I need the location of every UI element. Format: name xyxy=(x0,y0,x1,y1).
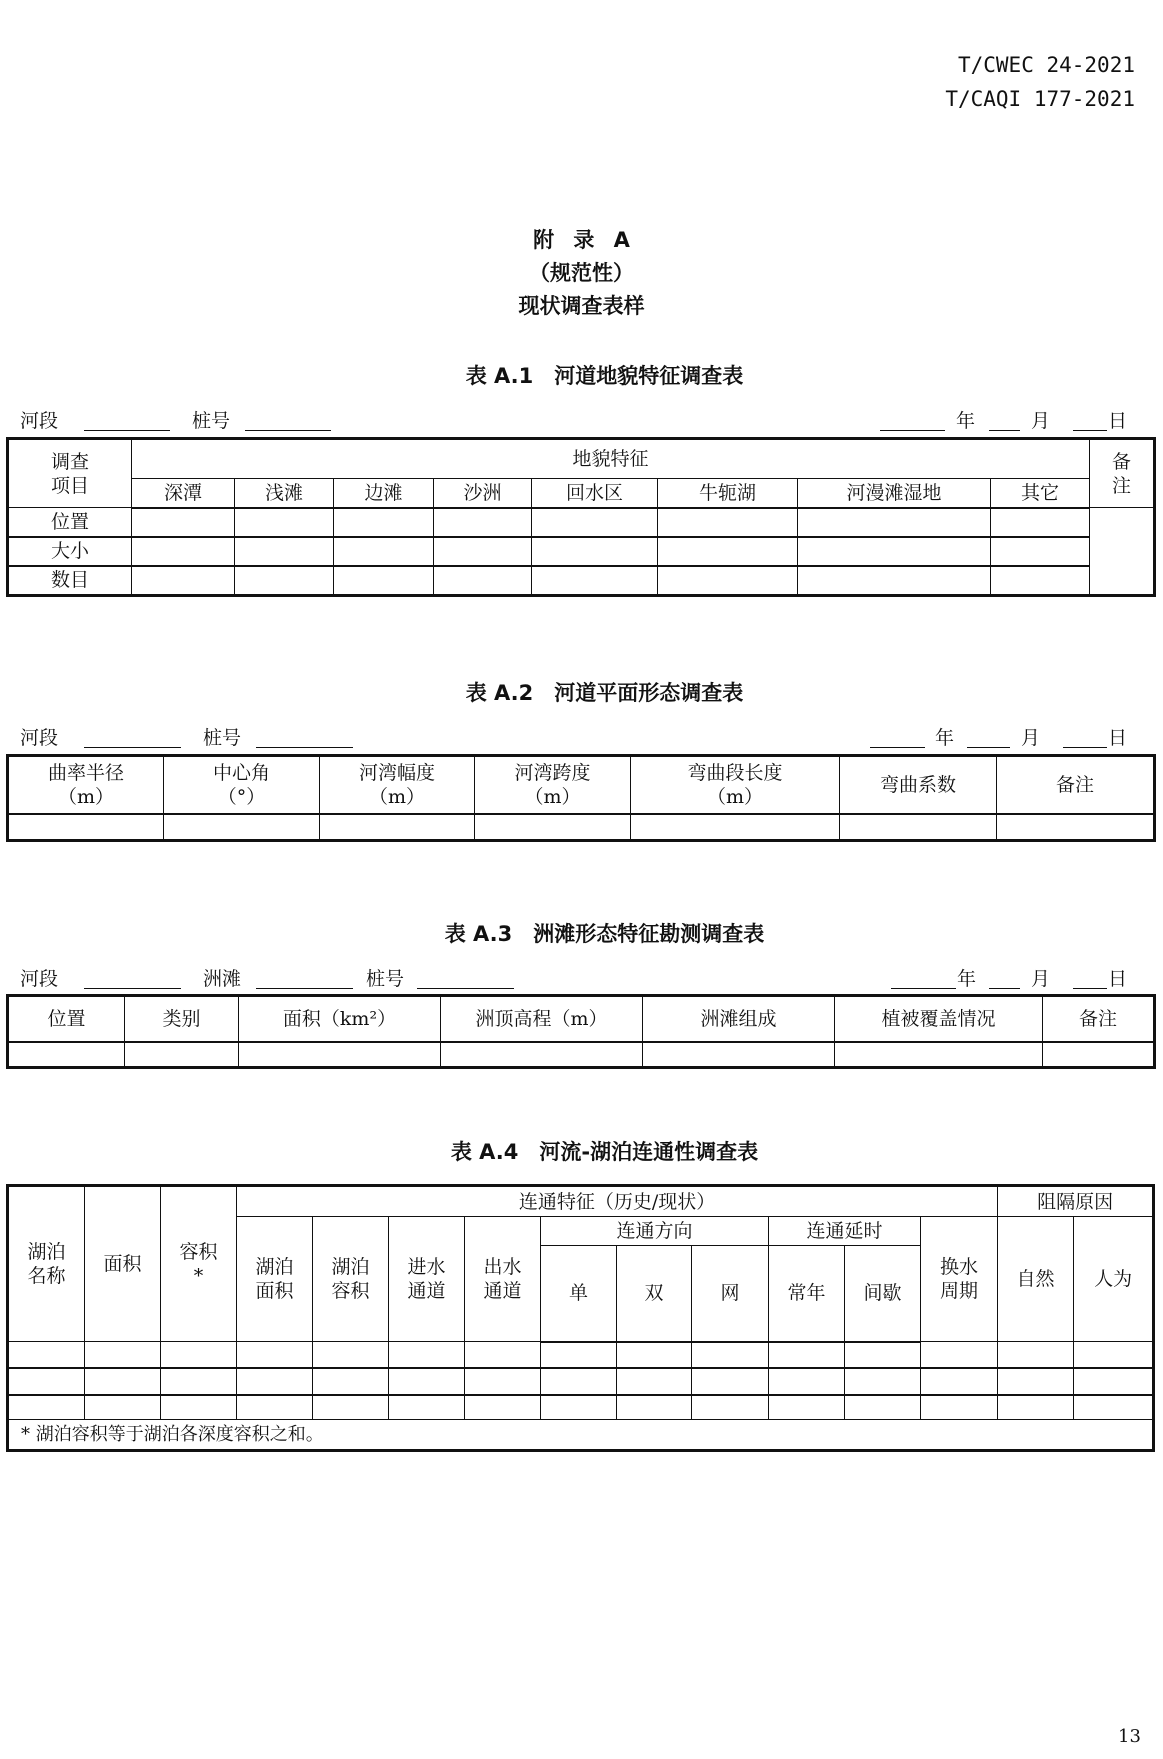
table-cell[interactable] xyxy=(798,537,991,566)
table-cell[interactable] xyxy=(840,814,997,841)
table-cell[interactable] xyxy=(998,1368,1074,1395)
row-label: 数目 xyxy=(8,566,132,596)
col-oxbow: 牛轭湖 xyxy=(658,479,798,508)
bar-blank[interactable] xyxy=(256,988,353,989)
table-cell[interactable] xyxy=(237,1342,313,1368)
footnote: * 湖泊容积等于湖泊各深度容积之和。 xyxy=(8,1420,1154,1451)
table-cell[interactable] xyxy=(692,1395,769,1420)
month-blank[interactable] xyxy=(967,747,1010,748)
table-cell[interactable] xyxy=(845,1342,921,1368)
month-label: 月 xyxy=(1031,968,1051,990)
table-cell[interactable] xyxy=(235,566,334,596)
table-cell[interactable] xyxy=(334,566,434,596)
table-cell[interactable] xyxy=(532,566,658,596)
col-composition: 洲滩组成 xyxy=(643,996,835,1042)
table-cell[interactable] xyxy=(313,1368,389,1395)
appendix-subtitle: 现状调查表样 xyxy=(518,294,645,318)
table-a3 xyxy=(6,994,1156,1069)
col-other: 其它 xyxy=(991,479,1090,508)
table-cell[interactable] xyxy=(991,566,1090,596)
table-cell[interactable] xyxy=(235,508,334,537)
col-sandbar: 沙洲 xyxy=(434,479,532,508)
table-cell[interactable] xyxy=(239,1042,441,1068)
header-single: 单 xyxy=(541,1246,617,1342)
table-cell[interactable] xyxy=(769,1342,845,1368)
year-blank[interactable] xyxy=(891,988,956,989)
table-cell[interactable] xyxy=(389,1368,465,1395)
table-cell[interactable] xyxy=(541,1342,617,1368)
table-row xyxy=(8,814,1155,841)
col-remark: 备注 xyxy=(997,756,1155,814)
table-cell[interactable] xyxy=(532,508,658,537)
col-deep-pool: 深潭 xyxy=(132,479,235,508)
table-a2-title: 表 A.2 河道平面形态调查表 xyxy=(465,681,744,705)
table-cell[interactable] xyxy=(8,814,164,841)
table-cell[interactable] xyxy=(617,1368,692,1395)
header-inflow: 进水 通道 xyxy=(389,1217,465,1342)
reach-label: 河段 xyxy=(20,727,59,749)
table-cell[interactable] xyxy=(132,566,235,596)
table-cell[interactable] xyxy=(658,537,798,566)
table-cell[interactable] xyxy=(1074,1395,1154,1420)
bar-label: 洲滩 xyxy=(203,968,242,990)
table-row xyxy=(8,1368,1154,1395)
table-a4 xyxy=(6,1184,1155,1452)
table-cell[interactable] xyxy=(334,537,434,566)
table-cell[interactable] xyxy=(164,814,320,841)
table-cell[interactable] xyxy=(85,1395,161,1420)
table-cell[interactable] xyxy=(434,508,532,537)
table-cell[interactable] xyxy=(658,508,798,537)
table-cell[interactable] xyxy=(8,1042,125,1068)
col-bend-span: 河湾跨度 （m） xyxy=(475,756,631,814)
header-human: 人为 xyxy=(1074,1217,1154,1342)
table-row xyxy=(8,1395,1154,1420)
table-cell[interactable] xyxy=(643,1042,835,1068)
table-cell[interactable] xyxy=(617,1395,692,1420)
table-cell[interactable] xyxy=(8,1368,85,1395)
day-label: 日 xyxy=(1108,727,1128,749)
table-cell[interactable] xyxy=(692,1368,769,1395)
table-a2 xyxy=(6,754,1156,842)
table-cell[interactable] xyxy=(161,1342,237,1368)
table-row xyxy=(8,1342,1154,1368)
year-blank[interactable] xyxy=(880,430,945,431)
table-cell[interactable] xyxy=(161,1395,237,1420)
year-label: 年 xyxy=(957,968,977,990)
table-cell[interactable] xyxy=(921,1395,998,1420)
header-direction: 连通方向 xyxy=(541,1217,769,1246)
day-blank[interactable] xyxy=(1063,747,1107,748)
table-cell[interactable] xyxy=(434,566,532,596)
header-network: 网 xyxy=(692,1246,769,1342)
appendix-type: （规范性） xyxy=(529,261,634,285)
table-cell[interactable] xyxy=(434,537,532,566)
header-duration: 连通延时 xyxy=(769,1217,921,1246)
table-cell[interactable] xyxy=(475,814,631,841)
table-cell[interactable] xyxy=(8,1342,85,1368)
table-cell[interactable] xyxy=(998,1395,1074,1420)
table-cell[interactable] xyxy=(8,1395,85,1420)
table-cell[interactable] xyxy=(532,537,658,566)
month-label: 月 xyxy=(1021,727,1041,749)
col-curvature-radius: 曲率半径 （m） xyxy=(8,756,164,814)
table-cell[interactable] xyxy=(441,1042,643,1068)
table-cell[interactable] xyxy=(692,1342,769,1368)
table-cell[interactable] xyxy=(320,814,475,841)
header-double: 双 xyxy=(617,1246,692,1342)
header-intermittent: 间歇 xyxy=(845,1246,921,1342)
table-cell[interactable] xyxy=(334,508,434,537)
table-cell[interactable] xyxy=(769,1368,845,1395)
header-connectivity: 连通特征（历史/现状） xyxy=(237,1186,998,1217)
header-perennial: 常年 xyxy=(769,1246,845,1342)
stake-label: 桩号 xyxy=(192,410,231,432)
table-a1 xyxy=(6,437,1156,597)
table-cell[interactable] xyxy=(631,814,840,841)
table-a4-title: 表 A.4 河流-湖泊连通性调查表 xyxy=(450,1140,759,1164)
stake-blank[interactable] xyxy=(256,747,353,748)
col-floodplain: 河漫滩湿地 xyxy=(798,479,991,508)
col-shoal: 浅滩 xyxy=(235,479,334,508)
header-natural: 自然 xyxy=(998,1217,1074,1342)
day-blank[interactable] xyxy=(1073,430,1107,431)
table-cell[interactable] xyxy=(991,508,1090,537)
col-area: 面积（km²） xyxy=(239,996,441,1042)
appendix-title: 附 录 A xyxy=(533,228,630,252)
col-position: 位置 xyxy=(8,996,125,1042)
table-cell[interactable] xyxy=(769,1395,845,1420)
table-cell[interactable] xyxy=(991,537,1090,566)
day-label: 日 xyxy=(1108,410,1128,432)
header-lake-volume: 湖泊 容积 xyxy=(313,1217,389,1342)
standard-number-2: T/CAQI 177-2021 xyxy=(945,87,1135,111)
reach-label: 河段 xyxy=(20,968,59,990)
header-volume: 容积 * xyxy=(161,1186,237,1342)
table-cell[interactable] xyxy=(921,1368,998,1395)
header-exchange-period: 换水 周期 xyxy=(921,1217,998,1342)
table-cell[interactable] xyxy=(389,1395,465,1420)
table-cell[interactable] xyxy=(313,1395,389,1420)
reach-blank[interactable] xyxy=(84,988,181,989)
header-outflow: 出水 通道 xyxy=(465,1217,541,1342)
row-label: 位置 xyxy=(8,508,132,537)
table-cell[interactable] xyxy=(1043,1042,1155,1068)
month-label: 月 xyxy=(1031,410,1051,432)
table-cell[interactable] xyxy=(845,1368,921,1395)
header-item: 调查 项目 xyxy=(8,439,132,508)
day-label: 日 xyxy=(1108,968,1128,990)
header-lake-area: 湖泊 面积 xyxy=(237,1217,313,1342)
row-label: 大小 xyxy=(8,537,132,566)
col-bend-amplitude: 河湾幅度 （m） xyxy=(320,756,475,814)
table-row xyxy=(8,537,1155,566)
table-cell[interactable] xyxy=(235,537,334,566)
table-cell[interactable] xyxy=(541,1395,617,1420)
header-area: 面积 xyxy=(85,1186,161,1342)
table-cell[interactable] xyxy=(1074,1368,1154,1395)
stake-blank[interactable] xyxy=(245,430,331,431)
table-row xyxy=(8,508,1155,537)
header-landform: 地貌特征 xyxy=(132,439,1090,479)
month-blank[interactable] xyxy=(989,430,1020,431)
table-row xyxy=(8,566,1155,596)
col-vegetation: 植被覆盖情况 xyxy=(835,996,1043,1042)
header-remark: 备 注 xyxy=(1090,439,1155,508)
table-a1-title: 表 A.1 河道地貌特征调查表 xyxy=(465,364,744,388)
table-cell[interactable] xyxy=(1074,1342,1154,1368)
stake-blank[interactable] xyxy=(417,988,514,989)
header-block-reason: 阻隔原因 xyxy=(998,1186,1154,1217)
table-cell[interactable] xyxy=(389,1342,465,1368)
page-number: 13 xyxy=(1118,1726,1141,1747)
year-label: 年 xyxy=(935,727,955,749)
table-cell[interactable] xyxy=(85,1368,161,1395)
standard-number-1: T/CWEC 24-2021 xyxy=(957,53,1135,77)
reach-blank[interactable] xyxy=(84,430,170,431)
year-blank[interactable] xyxy=(870,747,925,748)
table-cell[interactable] xyxy=(465,1368,541,1395)
table-cell[interactable] xyxy=(998,1342,1074,1368)
table-cell[interactable] xyxy=(617,1342,692,1368)
table-cell[interactable] xyxy=(237,1395,313,1420)
reach-blank[interactable] xyxy=(84,747,181,748)
year-label: 年 xyxy=(956,410,976,432)
table-cell[interactable] xyxy=(132,537,235,566)
table-cell[interactable] xyxy=(798,566,991,596)
stake-label: 桩号 xyxy=(366,968,405,990)
table-a3-title: 表 A.3 洲滩形态特征勘测调查表 xyxy=(444,922,765,946)
reach-label: 河段 xyxy=(20,410,59,432)
table-cell[interactable] xyxy=(132,508,235,537)
col-type: 类别 xyxy=(125,996,239,1042)
table-cell[interactable] xyxy=(465,1395,541,1420)
day-blank[interactable] xyxy=(1073,988,1107,989)
table-cell[interactable] xyxy=(997,814,1155,841)
col-crest-elevation: 洲顶高程（m） xyxy=(441,996,643,1042)
table-cell[interactable] xyxy=(845,1395,921,1420)
table-cell[interactable] xyxy=(835,1042,1043,1068)
col-bend-length: 弯曲段长度 （m） xyxy=(631,756,840,814)
col-sinuosity: 弯曲系数 xyxy=(840,756,997,814)
table-cell[interactable] xyxy=(313,1342,389,1368)
table-cell[interactable] xyxy=(237,1368,313,1395)
table-cell[interactable] xyxy=(921,1342,998,1368)
col-central-angle: 中心角 （°） xyxy=(164,756,320,814)
table-cell[interactable] xyxy=(85,1342,161,1368)
table-cell[interactable] xyxy=(465,1342,541,1368)
col-backwater: 回水区 xyxy=(532,479,658,508)
month-blank[interactable] xyxy=(989,988,1020,989)
table-row xyxy=(8,1042,1155,1068)
table-cell[interactable] xyxy=(541,1368,617,1395)
table-cell[interactable] xyxy=(125,1042,239,1068)
table-cell[interactable] xyxy=(798,508,991,537)
table-cell[interactable] xyxy=(161,1368,237,1395)
stake-label: 桩号 xyxy=(203,727,242,749)
col-remark: 备注 xyxy=(1043,996,1155,1042)
table-cell[interactable] xyxy=(658,566,798,596)
col-side-bar: 边滩 xyxy=(334,479,434,508)
header-lake-name: 湖泊 名称 xyxy=(8,1186,85,1342)
